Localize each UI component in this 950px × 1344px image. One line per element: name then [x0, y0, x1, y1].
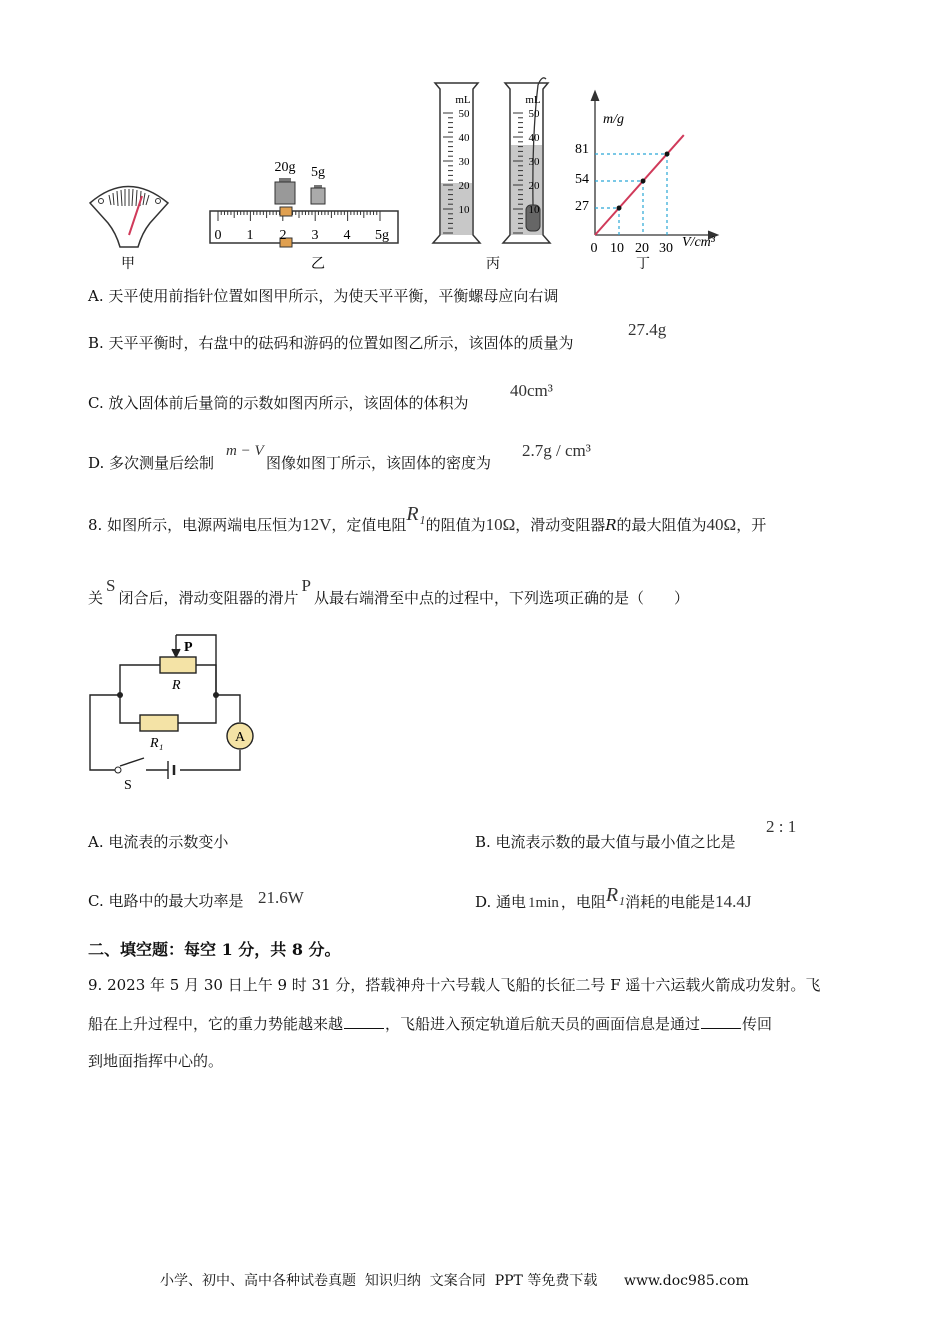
q8-option-c-math: 21.6W [258, 888, 304, 907]
graph-xlabel: V/cm³ [682, 235, 715, 250]
graph-xtick-10: 10 [610, 241, 624, 256]
circuit-diagram [80, 625, 270, 795]
ruler-label-0: 0 [214, 228, 222, 243]
cyl-right-10: 10 [528, 204, 540, 216]
mv-data-point [641, 179, 646, 184]
mv-series-line [595, 135, 684, 235]
ruler-label-5g: 5g [375, 228, 389, 243]
q8-stem-line1: 8. 如图所示，电源两端电压恒为12V，定值电阻R₁的阻值为10Ω，滑动变阻器R的最大阻值为40Ω，开 [88, 503, 767, 534]
q7-option-c: C. 放入固体前后量筒的示数如图丙所示，该固体的体积为 [88, 394, 469, 412]
cyl-right-30: 30 [528, 156, 540, 168]
cyl-right-20: 20 [528, 180, 540, 192]
q7-option-b: B. 天平平衡时，右盘中的砝码和游码的位置如图乙所示，该固体的质量为 [88, 334, 574, 352]
q9-line3: 到地面指挥中心的。 [88, 1052, 224, 1070]
circuit-label-r1: R₁ [150, 736, 164, 751]
section-2-heading: 二、填空题：每空 1 分，共 8 分。 [88, 940, 341, 959]
q9-line1: 9. 2023 年 5 月 30 日上午 9 时 31 分，搭载神舟十六号载人飞船的长征二号 F 遥十六运载火箭成功发射。飞 [88, 976, 821, 994]
q7-option-c-math: 40cm³ [510, 381, 553, 400]
caption-ding: 丁 [636, 257, 650, 272]
q7-option-d-mv: m − V [226, 443, 264, 459]
cyl-right-50: 50 [528, 108, 540, 120]
ruler-label-2: 2 [279, 228, 287, 243]
q8-option-d: D. 通电 1min ，电阻R₁消耗的电能是14.4J [475, 884, 752, 911]
q7-option-d-part2: 图像如图丁所示，该固体的密度为 [266, 454, 492, 472]
cyl-left-30: 30 [458, 156, 470, 168]
q8-option-a: A. 电流表的示数变小 [88, 833, 229, 851]
cyl-left-20: 20 [458, 180, 470, 192]
q9-line2: 船在上升过程中，它的重力势能越来越 ，飞船进入预定轨道后航天员的画面信息是通过 传回 [88, 1015, 773, 1033]
mv-data-point [617, 206, 622, 211]
q9-blank-1[interactable] [344, 1013, 384, 1029]
cyl-right-40: 40 [528, 132, 540, 144]
cyl-left-40: 40 [458, 132, 470, 144]
ruler-label-4: 4 [343, 228, 351, 243]
graph-ytick-27: 27 [575, 199, 589, 214]
figure-row [80, 75, 740, 275]
cyl-left-unit: mL [455, 94, 471, 106]
caption-yi: 乙 [311, 257, 325, 272]
cyl-right-unit: mL [525, 94, 541, 106]
cyl-left-10: 10 [458, 204, 470, 216]
rider-ruler-figure [210, 178, 398, 247]
q8-option-b: B. 电流表示数的最大值与最小值之比是 [475, 833, 736, 851]
ruler-label-3: 3 [311, 228, 319, 243]
graph-ytick-54: 54 [575, 172, 589, 187]
graph-xtick-30: 30 [659, 241, 673, 256]
graph-ylabel: m/g [603, 112, 624, 127]
q7-option-b-math: 27.4g [628, 320, 667, 339]
graph-xtick-0: 0 [590, 241, 598, 256]
q8-option-b-math: 2 : 1 [766, 817, 797, 836]
q9-blank-2[interactable] [701, 1013, 741, 1029]
page-footer: 小学、初中、高中各种试卷真题 知识归纳 文案合同 PPT 等免费下载 www.doc985.com [160, 1273, 749, 1289]
q8-option-c: C. 电路中的最大功率是 [88, 892, 244, 910]
caption-bing: 丙 [486, 257, 500, 272]
graph-ytick-81: 81 [575, 142, 589, 157]
q7-option-d-part1: D. 多次测量后绘制 [88, 454, 215, 472]
graph-xtick-20: 20 [635, 241, 649, 256]
ruler-label-1: 1 [246, 228, 254, 243]
cylinder-left [433, 83, 480, 243]
q7-option-a: A. 天平使用前指针位置如图甲所示，为使天平平衡，平衡螺母应向右调 [88, 287, 559, 305]
weight-label-5g: 5g [311, 165, 325, 180]
mv-data-point [665, 152, 670, 157]
circuit-label-a: A [234, 730, 246, 745]
weight-label-20g: 20g [274, 160, 296, 175]
caption-jia: 甲 [121, 257, 135, 272]
balance-dial-figure [90, 187, 168, 248]
q7-option-d-density: 2.7g / cm³ [522, 441, 591, 460]
circuit-label-p: P [184, 640, 193, 655]
q8-stem-line2: 关S闭合后，滑动变阻器的滑片P从最右端滑至中点的过程中，下列选项正确的是（ ） [88, 576, 689, 607]
circuit-label-s: S [124, 778, 132, 793]
cyl-left-50: 50 [458, 108, 470, 120]
circuit-label-r: R [172, 678, 181, 693]
